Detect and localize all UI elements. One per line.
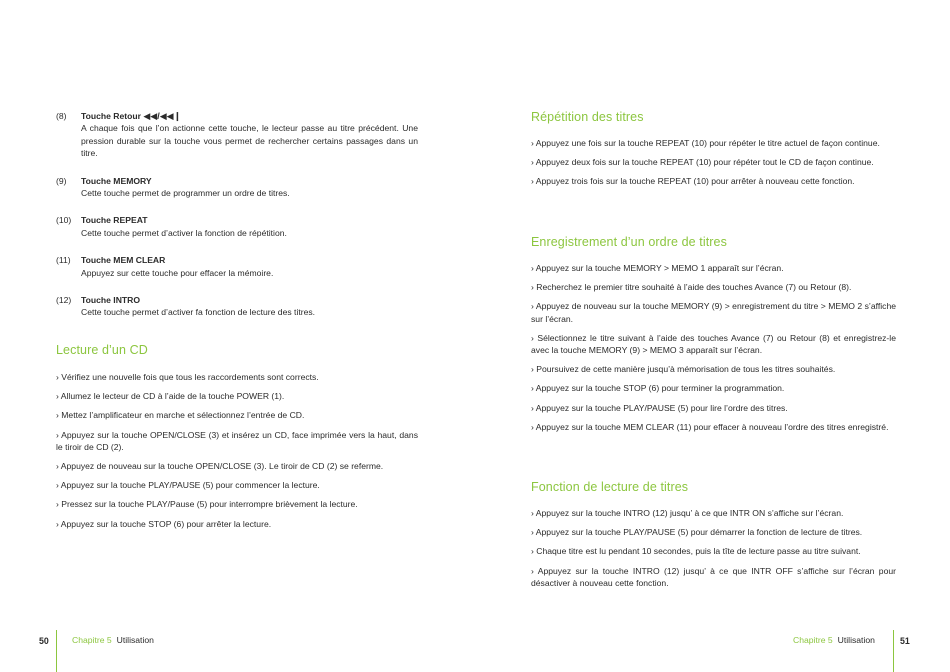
- definition-number: (8): [56, 111, 67, 121]
- list-item: › Pressez sur la touche PLAY/Pause (5) pour interrompre brièvement la lecture.: [56, 499, 358, 510]
- footer: [72, 635, 154, 645]
- list-item: › Appuyez sur la touche OPEN/CLOSE (3) et insérez un CD, face imprimée vers la haut, dans le tiroir de CD (2).: [56, 429, 418, 452]
- footer-chapter: Chapitre 5: [793, 635, 833, 645]
- list-item: › Appuyez sur la touche INTRO (12) jusqu’ à ce que INTR ON s’affiche sur l’écran.: [531, 508, 844, 518]
- definition-item: [56, 254, 418, 279]
- page-number: 51: [900, 636, 910, 646]
- section-title-repetition: Répétition des titres: [531, 110, 644, 124]
- list-item: › Appuyez une fois sur la touche REPEAT (10) pour répéter le titre actuel de façon continue.: [531, 138, 880, 148]
- definition-text: Cette touche permet d’activer la fonction de répétition.: [81, 227, 287, 238]
- definition-title: Touche MEMORY: [81, 175, 152, 186]
- button-definition-list: [56, 110, 418, 334]
- footer-chapter: Chapitre 5: [72, 635, 112, 645]
- list-item: › Appuyez trois fois sur la touche REPEAT (10) pour arrêter à nouveau cette fonction.: [531, 176, 855, 187]
- definition-item: [56, 175, 418, 200]
- lecture-steps: [56, 371, 418, 537]
- list-item: › Appuyez sur la touche PLAY/PAUSE (5) pour lire l’ordre des titres.: [531, 402, 788, 413]
- list-item: › Appuyez sur la touche PLAY/PAUSE (5) pour démarrer la fonction de lecture de titres.: [531, 527, 863, 538]
- list-item: › Poursuivez de cette manière jusqu’à mémorisation de tous les titres souhaités.: [531, 364, 836, 375]
- right-page: [475, 0, 950, 672]
- footer-section: Utilisation: [116, 635, 154, 645]
- definition-title: Touche MEM CLEAR: [81, 255, 166, 266]
- list-item: › Appuyez deux fois sur la touche REPEAT (10) pour répéter tout le CD de façon continue.: [531, 157, 874, 168]
- page-number: 50: [39, 636, 49, 646]
- definition-item: [56, 294, 418, 319]
- definition-text: Cette touche permet de programmer un ordre de titres.: [81, 188, 290, 199]
- repetition-steps: [531, 137, 896, 195]
- list-item: › Mettez l’amplificateur en marche et sélectionnez l’entrée de CD.: [56, 410, 305, 421]
- definition-item: [56, 110, 418, 160]
- definition-text: Cette touche permet d’activer fa fonction de lecture des titres.: [81, 307, 316, 318]
- definition-number: (12): [56, 295, 72, 306]
- footer: [793, 635, 875, 645]
- list-item: › Chaque titre est lu pendant 10 secondes, puis la tîte de lecture passe au titre suivant.: [531, 546, 861, 557]
- list-item: › Recherchez le premier titre souhaité à l’aide des touches Avance (7) ou Retour (8).: [531, 282, 852, 293]
- list-item: › Appuyez sur la touche INTRO (12) jusqu’ à ce que INTR OFF s’affiche sur l’écran pour désactiver à nouveau cette fonction.: [531, 565, 896, 588]
- definition-text: Appuyez sur cette touche pour effacer la mémoire.: [81, 267, 274, 278]
- footer-divider: [893, 630, 894, 672]
- list-item: › Appuyez sur la touche MEM CLEAR (11) pour effacer à nouveau l’ordre des titres enregistré.: [531, 421, 889, 432]
- list-item: › Appuyez sur la touche STOP (6) pour arrêter la lecture.: [56, 518, 272, 529]
- definition-title: Touche INTRO: [81, 295, 141, 306]
- list-item: › Appuyez sur la touche MEMORY > MEMO 1 apparaît sur l’écran.: [531, 263, 784, 273]
- footer-divider: [56, 630, 57, 672]
- enregistrement-steps: [531, 262, 896, 440]
- definition-number: (9): [56, 175, 67, 186]
- list-item: › Appuyez sur la touche PLAY/PAUSE (5) pour commencer la lecture.: [56, 480, 320, 491]
- list-item: › Sélectionnez le titre suivant à l’aide des touches Avance (7) ou Retour (8) et enregistrez-le avec la touche MEMORY (9) > MEMO 3 apparaît sur l’écran.: [531, 332, 896, 356]
- rewind-icon: ◀◀/◀◀❙: [143, 111, 182, 121]
- definition-text: A chaque fois que l’on actionne cette touche, le lecteur passe au titre précédent. Une pression durable sur la touche vous permet de rechercher certains passages dans un titre.: [81, 123, 418, 159]
- section-title-lecture: Lecture d’un CD: [56, 343, 148, 357]
- definition-title: Touche REPEAT: [81, 215, 148, 226]
- definition-number: (11): [56, 255, 71, 266]
- list-item: › Appuyez de nouveau sur la touche MEMORY (9) > enregistrement du titre > MEMO 2 s’affiche sur l’écran.: [531, 301, 896, 324]
- section-title-fonction: Fonction de lecture de titres: [531, 480, 689, 494]
- list-item: › Vérifiez une nouvelle fois que tous les raccordements sont corrects.: [56, 372, 319, 382]
- list-item: › Appuyez de nouveau sur la touche OPEN/CLOSE (3). Le tiroir de CD (2) se referme.: [56, 461, 384, 472]
- list-item: › Appuyez sur la touche STOP (6) pour terminer la programmation.: [531, 383, 785, 394]
- definition-item: [56, 214, 418, 239]
- fonction-steps: [531, 507, 896, 596]
- section-title-enregistrement: Enregistrement d’un ordre de titres: [531, 235, 727, 249]
- footer-section: Utilisation: [837, 635, 875, 645]
- list-item: › Allumez le lecteur de CD à l’aide de la touche POWER (1).: [56, 391, 285, 402]
- definition-number: (10): [56, 215, 72, 226]
- definition-title: Touche Retour ◀◀/◀◀❙: [81, 111, 182, 121]
